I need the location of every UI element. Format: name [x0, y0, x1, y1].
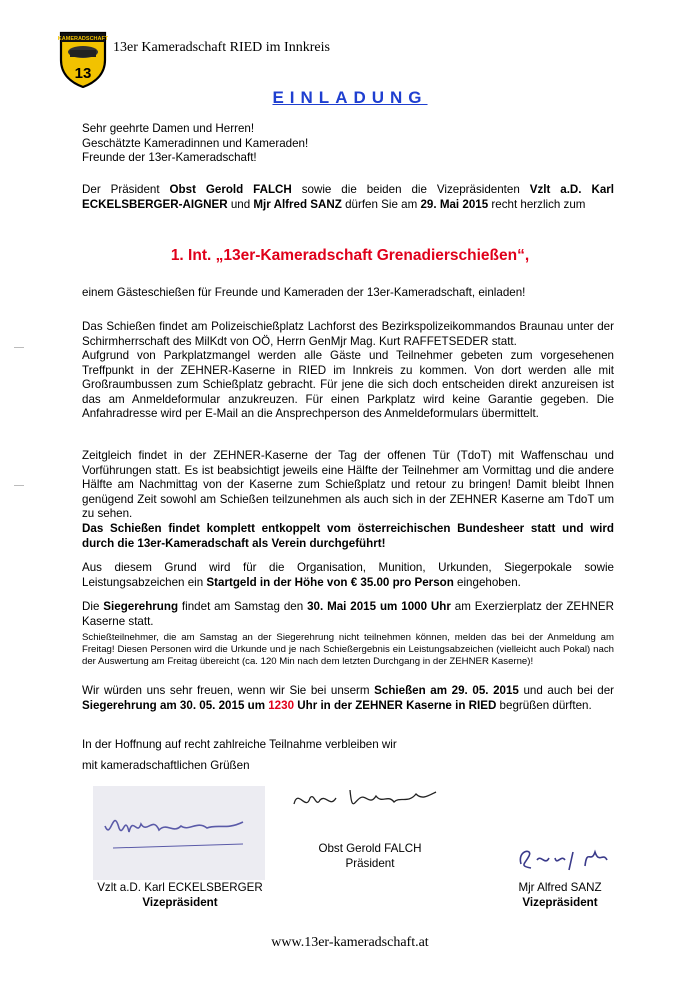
signer-title: Vizepräsident — [142, 895, 218, 909]
signer-name: Obst Gerold FALCH — [318, 842, 422, 855]
page-title: EINLADUNG — [272, 88, 428, 107]
location-paragraph: Das Schießen findet am Polizeischießplatz Lachforst des Bezirkspolizeikommandos Braunau unter der Schirmherrschaft des MilKdt von OÖ, Herrn GenMjr Mag. Kurt RAFFETSEDER statt. — [82, 320, 614, 348]
event-title: 1. Int. „13er-Kameradschaft Grenadierschießen“, — [170, 247, 530, 264]
greeting-line: Geschätzte Kameradinnen und Kameraden! — [82, 136, 309, 150]
organization-name: 13er Kameradschaft RIED im Innkreis — [113, 40, 330, 55]
intro-paragraph: Der Präsident Obst Gerold FALCH sowie die beiden die Vizepräsidenten Vzlt a.D. Karl ECKELSBERGER-AIGNER und Mjr Alfred SANZ dürfen Sie am 29. Mai 2015 recht herzlich zum — [82, 183, 615, 211]
margin-mark — [14, 347, 24, 348]
signature-scribble-right — [515, 840, 615, 879]
ceremony-paragraph: Die Siegerehrung findet am Samstag den 30. Mai 2015 um 1000 Uhr am Exerzierplatz der ZEHNER Kaserne statt. — [82, 600, 615, 628]
greeting-block — [82, 122, 614, 166]
ceremony-note: Schießteilnehmer, die am Samstag an der Siegerehrung nicht teilnehmen können, melden das bei der Anmeldung am Freitag! Diesen Personen wird die Urkunde und je nach Schießergebnis ein Leistungsabzeichen (vielleicht auch Pokal) nach der Auswertung am Freitag übereicht (ca. 120 Min nach dem letzten Durchgang in der ZEHNER Kaserne)! — [82, 632, 614, 667]
hope-line: In der Hoffnung auf recht zahlreiche Teilnahme verbleiben wir — [82, 738, 397, 751]
signature-vicepresident-left — [80, 881, 280, 910]
signer-name: Mjr Alfred SANZ — [518, 881, 602, 894]
signature-scan-left — [93, 786, 265, 880]
signature-scribble-center — [290, 782, 440, 823]
greeting-line: Sehr geehrte Damen und Herren! — [82, 122, 255, 135]
event-subtitle: einem Gästeschießen für Freunde und Kameraden der 13er-Kameradschaft, einladen! — [82, 286, 526, 299]
signature-president — [290, 842, 450, 871]
svg-text:13: 13 — [74, 65, 92, 82]
svg-text:KAMERADSCHAFT: KAMERADSCHAFT — [58, 36, 108, 42]
organizer-notice: Das Schießen findet komplett entkoppelt vom österreichischen Bundesheer statt und wird durch die 13er-Kameradschaft als Verein durchgeführt! — [82, 522, 614, 550]
footer-website: www.13er-kameradschaft.at — [271, 935, 429, 950]
signer-title: Vizepräsident — [522, 895, 598, 909]
parking-paragraph: Aufgrund von Parkplatzmangel werden alle Gäste und Teilnehmer gebeten zum vorgesehenen Treffpunkt in der ZEHNER-Kaserne in RIED im Innkreis zu kommen. Von dort werden alle mit Großraumbussen zum Schießplatz gebracht. Für jene die sich doch entscheiden direkt anzureisen ist das am Anmeldeformular anzukreuzen. Für einen Parkplatz wird keine Garantie gegeben. Die Anfahradresse wird per E-Mail an die Ansprechperson des Anmeldeformulars übermittelt. — [82, 349, 614, 420]
margin-mark — [14, 485, 24, 486]
greeting-line: Freunde der 13er-Kameradschaft! — [82, 151, 257, 164]
kameradschaft-logo — [58, 30, 108, 88]
tdot-paragraph: Zeitgleich findet in der ZEHNER-Kaserne der Tag der offenen Tür (TdoT) mit Waffenschau und Vorführungen statt. Es ist beabsichtigt jeweils eine Hälfte der Teilnehmer am Vormittag und die andere Hälfte am Nachmittag von der Kaserne zum Schießplatz und retour zu bringen! Damit bleibt Ihnen genügend Zeit sowohl am Schießen teilzunehmen als auch sich in der ZEHNER Kaserne am TdoT um zu sehen. — [82, 449, 614, 520]
closing-paragraph: Wir würden uns sehr freuen, wenn wir Sie bei unserm Schießen am 29. 05. 2015 und auch bei der Siegerehrung am 30. 05. 2015 um 1230 Uhr in der ZEHNER Kaserne in RIED begrüßen dürften. — [82, 684, 614, 712]
regards-line: mit kameradschaftlichen Grüßen — [82, 759, 250, 772]
signature-vicepresident-right — [490, 881, 630, 910]
signer-title: Präsident — [345, 856, 395, 870]
signer-name: Vzlt a.D. Karl ECKELSBERGER — [97, 881, 263, 894]
fee-paragraph: Aus diesem Grund wird für die Organisation, Munition, Urkunden, Siegerpokale sowie Leistungsabzeichen ein Startgeld in der Höhe von € 35.00 pro Person eingehoben. — [82, 561, 614, 589]
